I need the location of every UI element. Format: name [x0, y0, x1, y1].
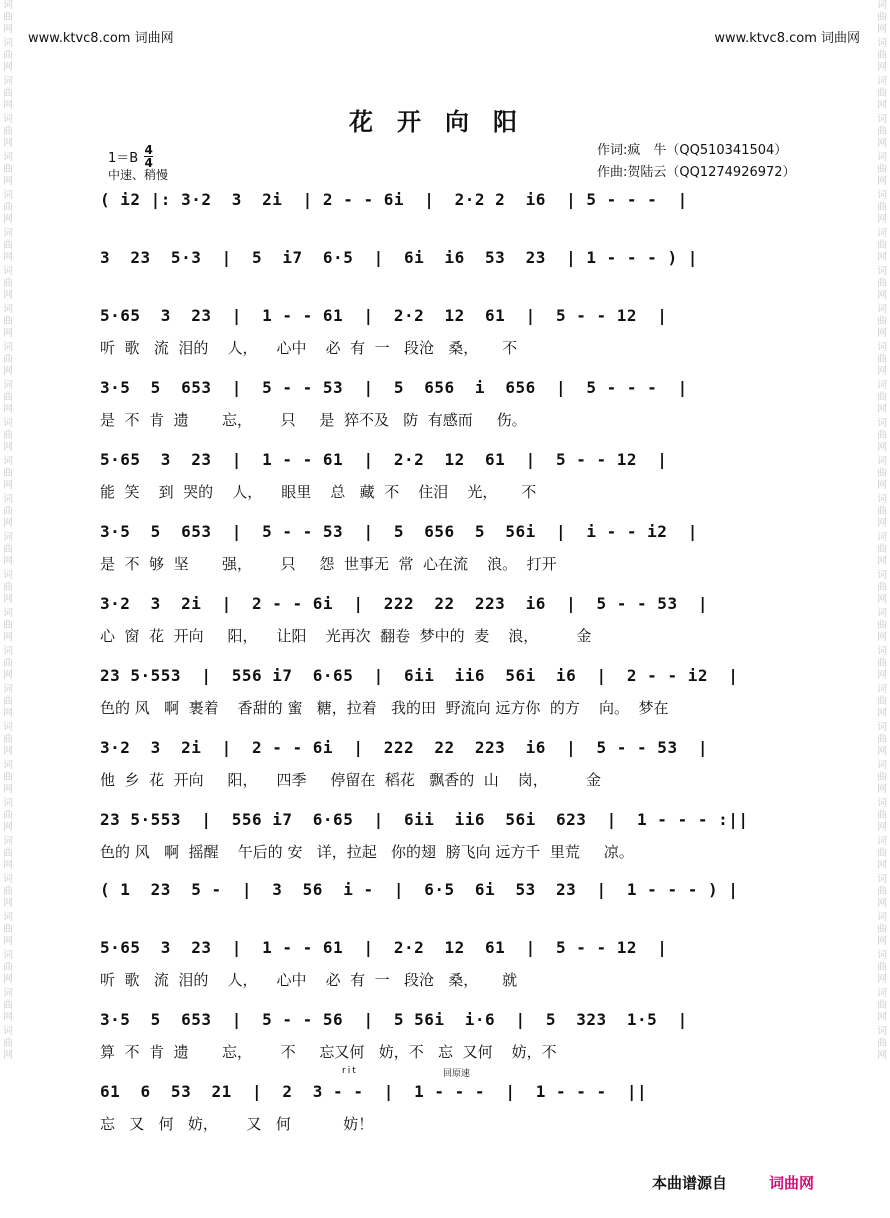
notation-line: 61 6 53 21 | 2 3 - - | 1 - - - | 1 - - - ||	[100, 1082, 648, 1101]
notation-line: 3·5 5 653 | 5 - - 56 | 5 56i i·6 | 5 323 1·5 |	[100, 1010, 688, 1029]
left-watermark-strip: 词曲网 词曲网 词曲网 词曲网 词曲网 词曲网 词曲网 词曲网 词曲网 词曲网 词曲网 词曲网 词曲网 词曲网 词曲网 词曲网 词曲网 词曲网 词曲网 词曲网 词曲网 词曲网 词曲网 词曲网 词曲网 词曲网 词曲网 词曲网	[3, 0, 13, 1061]
footer-source: 本曲谱源自	[652, 1174, 728, 1192]
notation-line: 23 5·553 | 556 i7 6·65 | 6ii ii6 56i 623 | 1 - - - :||	[100, 810, 749, 829]
lyric-line: 是 不 肯 遗 忘， 只 是 猝不及 防 有感而 伤。	[100, 411, 527, 429]
lyric-line: 听 歌 流 泪的 人， 心中 必 有 一 段沧 桑， 就	[100, 971, 518, 989]
lyric-line: 忘 又 何 妨， 又 何 妨！	[100, 1115, 374, 1133]
rit-marking: rit	[342, 1066, 358, 1076]
lyric-line: 他 乡 花 开向 阳， 四季 停留在 稻花 飘香的 山 岗， 金	[100, 771, 601, 789]
notation-line: 3·2 3 2i | 2 - - 6i | 222 22 223 i6 | 5 - - 53 |	[100, 594, 708, 613]
header-site-left[interactable]: www.ktvc8.com 词曲网	[28, 31, 174, 46]
notation-line: ( i2 |: 3·2 3 2i | 2 - - 6i | 2·2 2 i6 | 5 - - - |	[100, 190, 688, 209]
lyric-line: 心 窗 花 开向 阳， 让阳 光再次 翻卷 梦中的 麦 浪， 金	[100, 627, 592, 645]
credits	[597, 140, 796, 184]
notation-line: 3·5 5 653 | 5 - - 53 | 5 656 5 56i | i - - i2 |	[100, 522, 698, 541]
header-site-right[interactable]: www.ktvc8.com 词曲网	[714, 31, 860, 46]
lyric-line: 色的 风 啊 摇醒 午后的 安 详，拉起 你的翅 膀飞向 远方千 里荒 凉。	[100, 843, 634, 861]
notation-line: 3 23 5·3 | 5 i7 6·5 | 6i i6 53 23 | 1 - - - ) |	[100, 248, 698, 267]
footer	[652, 1172, 814, 1193]
notation-line: 3·5 5 653 | 5 - - 53 | 5 656 i 656 | 5 - - - |	[100, 378, 688, 397]
tempo-marking: 中速、稍慢	[108, 168, 169, 182]
time-top: 4	[144, 143, 153, 157]
time-bottom: 4	[144, 156, 153, 170]
lyric-line: 是 不 够 坚 强， 只 怨 世事无 常 心在流 浪。 打开	[100, 555, 557, 573]
notation-line: ( 1 23 5 - | 3 56 i - | 6·5 6i 53 23 | 1 - - - ) |	[100, 880, 739, 899]
lyric-line: 算 不 肯 遗 忘， 不 忘又何 妨，不 忘 又何 妨，不	[100, 1043, 557, 1061]
notation-line: 3·2 3 2i | 2 - - 6i | 222 22 223 i6 | 5 - - 53 |	[100, 738, 708, 757]
notation-line: 5·65 3 23 | 1 - - 61 | 2·2 12 61 | 5 - - 12 |	[100, 306, 668, 325]
right-watermark-strip: 词曲网 词曲网 词曲网 词曲网 词曲网 词曲网 词曲网 词曲网 词曲网 词曲网 词曲网 词曲网 词曲网 词曲网 词曲网 词曲网 词曲网 词曲网 词曲网 词曲网 词曲网 词曲网 词曲网 词曲网 词曲网 词曲网 词曲网 词曲网	[877, 0, 887, 1061]
notation-line: 5·65 3 23 | 1 - - 61 | 2·2 12 61 | 5 - - 12 |	[100, 450, 668, 469]
lyric-line: 能 笑 到 哭的 人， 眼里 总 藏 不 住泪 光， 不	[100, 483, 537, 501]
lyricist-credit: 作词:疯 牛（QQ510341504）	[597, 143, 788, 158]
notation-line: 5·65 3 23 | 1 - - 61 | 2·2 12 61 | 5 - - 12 |	[100, 938, 668, 957]
key-label: 1＝B	[108, 151, 139, 166]
footer-brand[interactable]: 词曲网	[769, 1174, 815, 1192]
composer-credit: 作曲:贺陆云（QQ1274926972）	[597, 165, 796, 180]
lyric-line: 听 歌 流 泪的 人， 心中 必 有 一 段沧 桑， 不	[100, 339, 518, 357]
song-title: 花开向阳	[349, 107, 541, 136]
notation-line: 23 5·553 | 556 i7 6·65 | 6ii ii6 56i i6 | 2 - - i2 |	[100, 666, 739, 685]
lyric-line: 色的 风 啊 裹着 香甜的 蜜 糖，拉着 我的田 野流向 远方你 的方 向。 梦在	[100, 699, 669, 717]
return-tempo-marking: 回原速	[443, 1069, 471, 1079]
